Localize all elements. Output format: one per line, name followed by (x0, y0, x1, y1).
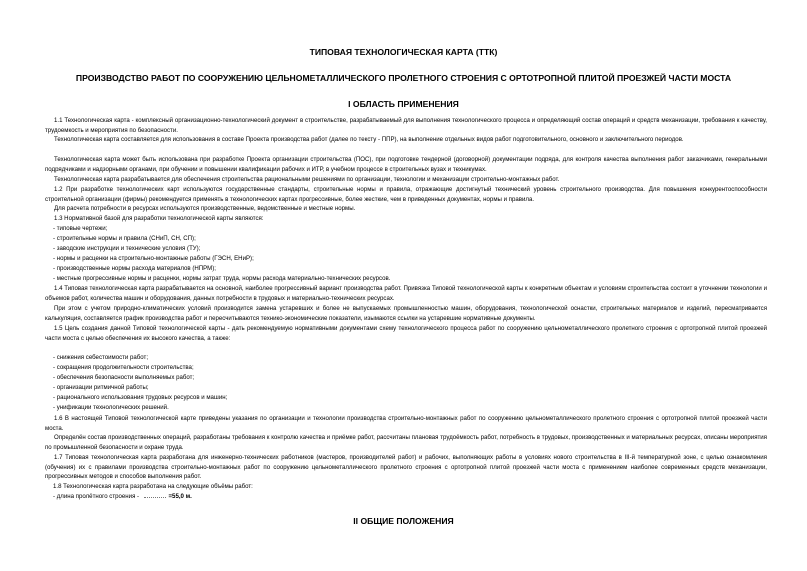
paragraph-1-7: 1.7 Типовая технологическая карта разработана для инженерно-технических работников (мастеров, производителей работ) и рабочих, выполняющих работы в условиях нового строительства в III-й температурной зоне, с целью ознакомления (обучения) их с правилами производства строительно-монтажных работ по сооружению цельнометаллического пролетного строения с ортотропной плитой проезжей части моста с применением наиболее современных средств механизации, прогрессивных методов и способов выполнения работ. (45, 454, 767, 481)
paragraph-1-2: 1.2 При разработке технологических карт используются государственные стандарты, строительные нормы и правила, отражающие достигнутый технический уровень строительного производства. Для повышения конкурентоспособности строительной организации (фирмы) рекомендуется применять в технологических картах прогрессивные, более жесткие, чем в приведенных документах, нормы и правила. (45, 186, 767, 203)
document-title: ТИПОВАЯ ТЕХНОЛОГИЧЕСКАЯ КАРТА (ТТК) (309, 47, 498, 57)
list-item: - строительные нормы и правила (СНиП, СН, СП); (53, 235, 196, 242)
list-item: - унификации технологических решений. (53, 404, 169, 411)
paragraph-1-5: 1.5 Цель создания данной Типовой технологической карты - дать рекомендуемую нормативными документами схему технологического процесса работ по сооружению цельнометаллического пролетного строения с ортотропной плитой проезжей части моста с целью обеспечения их высокого качества, а также: (45, 325, 767, 342)
paragraph-1-4: 1.4 Типовая технологическая карта разрабатывается на основной, наиболее прогрессивный вариант производства работ. Привязка Типовой технологической карты к конкретным объектам и условиям строительства состоит в уточнении технологии и объемов работ, количества машин и оборудования, данных потребности в трудовых и материально-технических ресурсах. (45, 285, 767, 302)
list-item: - местные прогрессивные нормы и расценки, нормы затрат труда, нормы расхода материально-технических ресурсов. (53, 275, 391, 282)
volume-item-value: =55,0 м. (168, 493, 192, 500)
volume-item-label: - длина пролётного строения - (53, 493, 140, 500)
redaction-mark (144, 494, 166, 498)
list-item: - сокращения продолжительности строительства; (53, 364, 194, 371)
paragraph-1-1: 1.1 Технологическая карта - комплексный организационно-технологический документ в строительстве, разрабатываемый для выполнения технологического процесса и определяющий состав операций и средств механизации, требования к качеству, трудоемкость и мероприятия по безопасности. (45, 117, 767, 134)
paragraph-1-1-d: Технологическая карта разрабатывается для обеспечения строительства рациональными решениями по организации, технологии и механизации строительно-монтажных работ. (54, 176, 560, 183)
list-item: - производственные нормы расхода материалов (НПРМ); (53, 265, 216, 272)
paragraph-1-3: 1.3 Нормативной базой для разработки технологической карты являются: (54, 215, 264, 222)
list-item: - заводские инструкции и технические условия (ТУ); (53, 245, 201, 252)
paragraph-1-1-b: Технологическая карта составляется для использования в составе Проекта производства работ (далее по тексту - ППР), на выполнение отдельных видов работ подготовительного, основного и заключительного периодов. (54, 136, 684, 143)
list-item: - типовые чертежи; (53, 225, 108, 232)
paragraph-1-6-b: Определён состав производственных операций, разработаны требования к контролю качества и приёмке работ, рассчитаны плановая трудоёмкость работ, потребность в трудовых, производственных и материальных ресурсах, описаны мероприятия по промышленной безопасности и охране труда. (45, 434, 767, 451)
paragraph-1-4-b: При этом с учетом природно-климатических условий производится замена устаревших и более не выпускаемых промышленностью машин, оборудования, технологической оснастки, строительных материалов и изделий, пересматривается калькуляция, составляется график производства работ и пересчитываются технико-экономические показатели, изымаются ссылки на устаревшие нормативные документы. (45, 305, 767, 322)
section-1-heading: I ОБЛАСТЬ ПРИМЕНЕНИЯ (348, 99, 459, 109)
paragraph-1-6: 1.6 В настоящей Типовой технологической карте приведены указания по организации и технологии производства строительно-монтажных работ по сооружению цельнометаллического пролетного строения с ортотропной плитой проезжей части моста. (45, 415, 767, 432)
paragraph-1-8: 1.8 Технологическая карта разработана на следующие объёмы работ: (53, 483, 253, 490)
paragraph-1-1-c: Технологическая карта может быть использована при разработке Проекта организации строительства (ПОС), при подготовке тендерной (договорной) документации подряда, для контроля качества выполнения работ заказчиками, генеральными подрядчиками и надзорными органами, при обучении и повышении квалификации рабочих и ИТР, в учебном процессе в строительных вузах и техникумах. (45, 156, 767, 173)
list-item: - нормы и расценки на строительно-монтажные работы (ГЭСН, ЕНиР); (53, 255, 254, 262)
volume-item (53, 492, 192, 502)
list-item: - обеспечения безопасности выполняемых работ; (53, 374, 195, 381)
section-2-heading: II ОБЩИЕ ПОЛОЖЕНИЯ (353, 516, 454, 526)
paragraph-1-2-b: Для расчета потребности в ресурсах используются производственные, ведомственные и местные нормы. (54, 205, 356, 212)
list-item: - снижения себестоимости работ; (53, 354, 149, 361)
list-item: - рационального использования трудовых ресурсов и машин; (53, 394, 228, 401)
list-item: - организации ритмичной работы; (53, 384, 149, 391)
document-subtitle: ПРОИЗВОДСТВО РАБОТ ПО СООРУЖЕНИЮ ЦЕЛЬНОМЕТАЛЛИЧЕСКОГО ПРОЛЕТНОГО СТРОЕНИЯ С ОРТОТРОПНОЙ ПЛИТОЙ ПРОЕЗЖЕЙ ЧАСТИ МОСТА (75, 73, 732, 83)
